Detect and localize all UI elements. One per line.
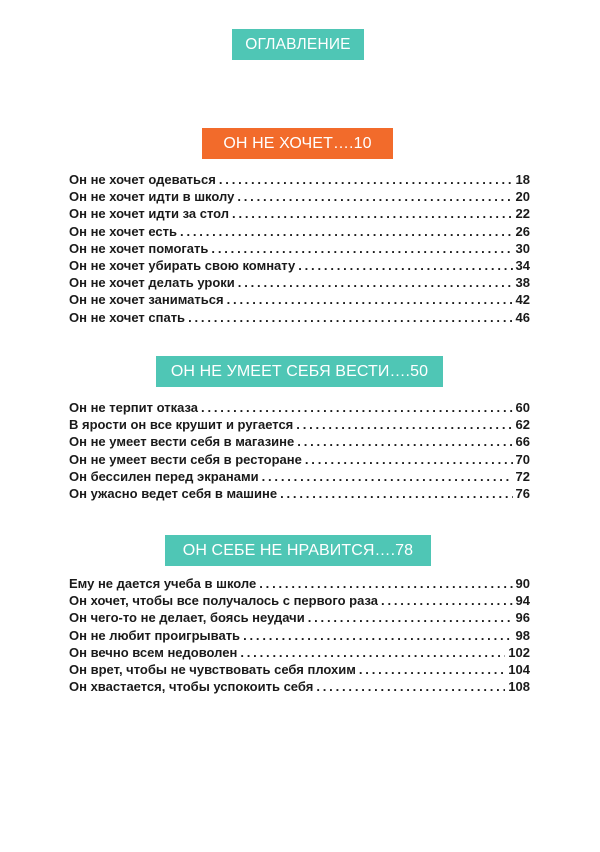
toc-list-section-3	[69, 576, 530, 696]
toc-entry[interactable]	[69, 206, 530, 223]
toc-entry-title: Он чего-то не делает, боясь неудачи	[69, 610, 305, 626]
dot-leader	[298, 258, 512, 273]
toc-entry-title: Он ужасно ведет себя в машине	[69, 485, 278, 501]
toc-entry[interactable]	[69, 275, 530, 292]
toc-entry-page-number: 94	[515, 593, 530, 609]
toc-entry-page-number: 20	[515, 189, 530, 205]
toc-entry[interactable]	[69, 469, 530, 486]
toc-entry-page-number: 102	[508, 644, 530, 660]
toc-entry[interactable]	[69, 593, 530, 610]
dot-leader	[188, 310, 512, 325]
toc-entry-title: Он хвастается, чтобы успокоить себя	[69, 679, 314, 695]
dot-leader	[359, 662, 505, 677]
toc-entry-page-number: 72	[515, 468, 530, 484]
dot-leader	[243, 628, 512, 643]
toc-entry-title: Он не хочет одеваться	[69, 172, 216, 187]
toc-entry-page-number: 60	[515, 400, 530, 415]
toc-entry-title: Он не хочет заниматься	[69, 292, 224, 308]
toc-list-section-2	[69, 400, 530, 503]
toc-entry[interactable]	[69, 486, 530, 503]
toc-entry-page-number: 98	[515, 627, 530, 643]
toc-entry[interactable]	[69, 610, 530, 627]
toc-entry[interactable]	[69, 452, 530, 469]
toc-entry-page-number: 62	[515, 417, 530, 433]
toc-entry-page-number: 38	[515, 275, 530, 291]
toc-entry-page-number: 108	[508, 679, 530, 695]
dot-leader	[238, 275, 513, 290]
dot-leader	[280, 486, 512, 501]
toc-entry-title: Он не любит проигрывать	[69, 627, 241, 643]
dot-leader	[237, 189, 512, 204]
dot-leader	[227, 292, 513, 307]
toc-entry-page-number: 90	[515, 576, 530, 591]
dot-leader	[296, 417, 512, 432]
dot-leader	[305, 452, 513, 467]
toc-entry[interactable]	[69, 400, 530, 417]
toc-list-section-1	[69, 172, 530, 327]
toc-entry-page-number: 42	[515, 292, 530, 308]
dot-leader	[240, 645, 505, 660]
toc-entry-title: Он не хочет есть	[69, 223, 178, 239]
toc-entry-title: Он не терпит отказа	[69, 400, 199, 415]
toc-entry-page-number: 22	[515, 206, 530, 222]
dot-leader	[201, 400, 513, 415]
toc-entry[interactable]	[69, 172, 530, 189]
toc-entry-title: Он не хочет помогать	[69, 240, 209, 256]
toc-entry-title: Ему не дается учеба в школе	[69, 576, 257, 591]
toc-entry-page-number: 34	[515, 257, 530, 273]
toc-entry[interactable]	[69, 189, 530, 206]
toc-entry[interactable]	[69, 679, 530, 696]
toc-entry-page-number: 96	[515, 610, 530, 626]
toc-entry-title: Он хочет, чтобы все получалось с первого раза	[69, 593, 379, 609]
toc-entry[interactable]	[69, 645, 530, 662]
toc-entry-page-number: 104	[508, 661, 530, 677]
dot-leader	[316, 679, 505, 694]
toc-entry-page-number: 26	[515, 223, 530, 239]
toc-entry-page-number: 70	[515, 451, 530, 467]
section-heading-2[interactable]: ОН НЕ УМЕЕТ СЕБЯ ВЕСТИ….50	[156, 356, 443, 387]
dot-leader	[297, 434, 512, 449]
toc-entry[interactable]	[69, 241, 530, 258]
dot-leader	[219, 172, 513, 187]
dot-leader	[211, 241, 512, 256]
toc-entry[interactable]	[69, 417, 530, 434]
toc-entry-title: Он бессилен перед экранами	[69, 468, 259, 484]
toc-entry-page-number: 30	[515, 240, 530, 256]
dot-leader	[308, 610, 513, 625]
toc-entry-title: Он не умеет вести себя в ресторане	[69, 451, 302, 467]
toc-entry[interactable]	[69, 628, 530, 645]
toc-entry-title: Он врет, чтобы не чувствовать себя плохим	[69, 661, 356, 677]
toc-entry[interactable]	[69, 224, 530, 241]
toc-entry-title: Он вечно всем недоволен	[69, 644, 238, 660]
section-heading-1[interactable]: ОН НЕ ХОЧЕТ….10	[202, 128, 393, 159]
page-title: ОГЛАВЛЕНИЕ	[232, 29, 364, 60]
toc-entry-title: В ярости он все крушит и ругается	[69, 417, 294, 433]
dot-leader	[180, 224, 513, 239]
toc-entry[interactable]	[69, 292, 530, 309]
toc-entry[interactable]	[69, 434, 530, 451]
dot-leader	[232, 206, 513, 221]
toc-entry-page-number: 18	[515, 172, 530, 187]
toc-entry-title: Он не хочет идти в школу	[69, 189, 235, 205]
dot-leader	[381, 593, 513, 608]
toc-entry-page-number: 46	[515, 309, 530, 325]
toc-entry-title: Он не хочет делать уроки	[69, 275, 235, 291]
toc-entry[interactable]	[69, 310, 530, 327]
toc-entry-title: Он не хочет спать	[69, 309, 186, 325]
dot-leader	[262, 469, 513, 484]
toc-entry[interactable]	[69, 662, 530, 679]
toc-entry[interactable]	[69, 258, 530, 275]
toc-entry-title: Он не умеет вести себя в магазине	[69, 434, 295, 450]
dot-leader	[259, 576, 512, 591]
toc-entry-page-number: 76	[515, 485, 530, 501]
section-heading-3[interactable]: ОН СЕБЕ НЕ НРАВИТСЯ….78	[165, 535, 431, 566]
toc-entry-title: Он не хочет убирать свою комнату	[69, 257, 296, 273]
toc-entry-title: Он не хочет идти за стол	[69, 206, 230, 222]
toc-entry-page-number: 66	[515, 434, 530, 450]
toc-entry[interactable]	[69, 576, 530, 593]
